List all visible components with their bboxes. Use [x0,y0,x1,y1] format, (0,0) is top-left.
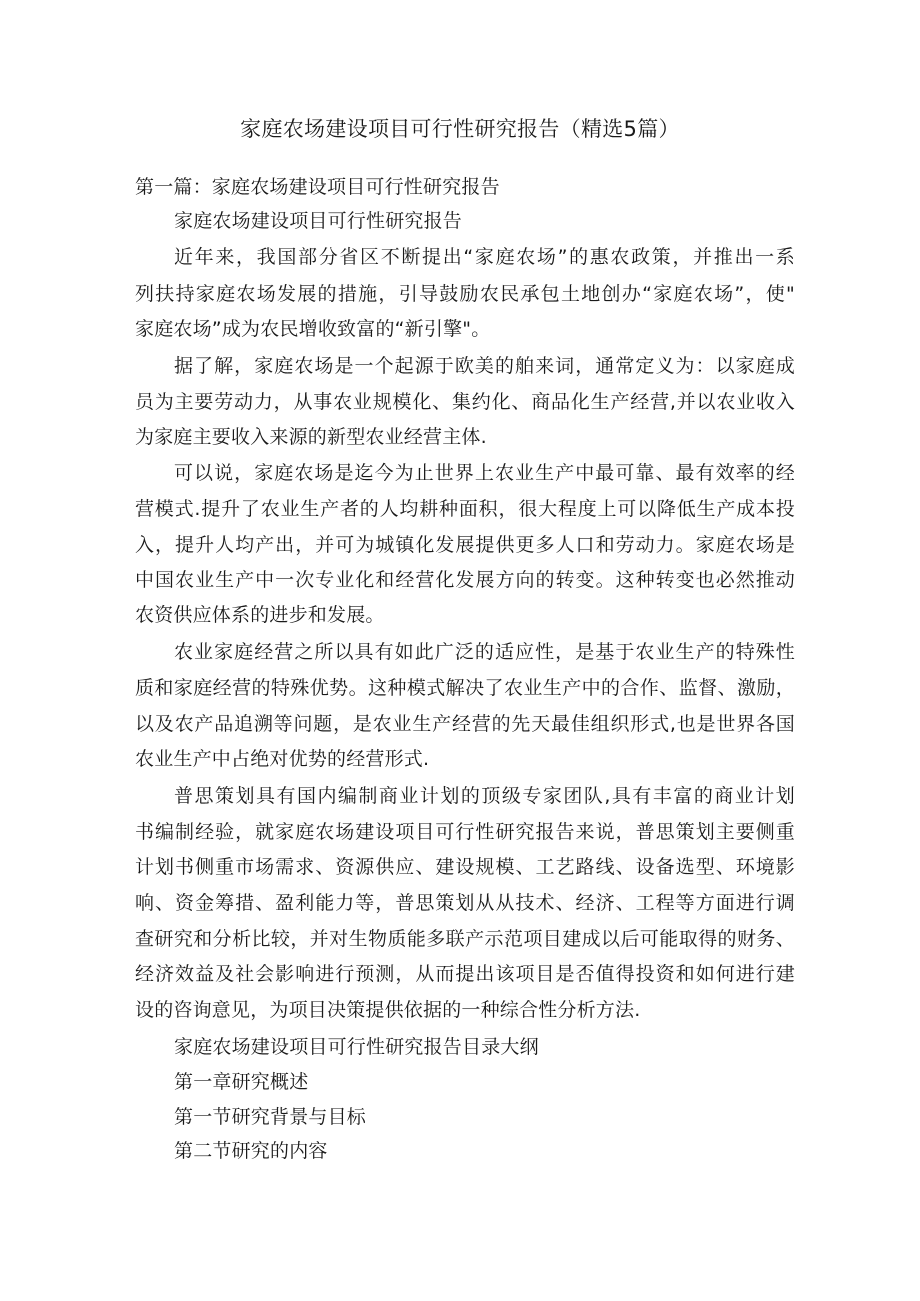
paragraph-line: 设的咨询意见，为项目决策提供依据的一种综合性分析方法. [135,999,641,1021]
paragraph-line: 员为主要劳动力，从事农业规模化、集约化、商品化生产经营,并以农业收入 [135,391,795,413]
paragraph-line: 响、资金筹措、盈利能力等，普思策划从从技术、经济、工程等方面进行调 [135,892,795,914]
paragraph-line: 可以说，家庭农场是迄今为止世界上农业生产中最可靠、最有效率的经 [174,462,795,484]
paragraph-line: 据了解，家庭农场是一个起源于欧美的舶来词，通常定义为：以家庭成 [174,355,795,377]
paragraph-line: 以及农产品追溯等问题，是农业生产经营的先天最佳组织形式,也是世界各国 [135,713,795,735]
outline-item: 第一章研究概述 [174,1071,309,1093]
paragraph-line: 列扶持家庭农场发展的措施，引导鼓励农民承包土地创办“家庭农场”，使" [135,283,795,305]
outline-title: 家庭农场建设项目可行性研究报告目录大纲 [174,1036,539,1058]
paragraph-line: 计划书侧重市场需求、资源供应、建设规模、工艺路线、设备选型、环境影 [135,856,795,878]
document-title: 家庭农场建设项目可行性研究报告（精选5篇） [240,117,680,141]
paragraph-line: 为家庭主要收入来源的新型农业经营主体. [135,426,487,448]
paragraph-line: 经济效益及社会影响进行预测，从而提出该项目是否值得投资和如何进行建 [135,963,795,985]
paragraph-line: 营模式.提升了农业生产者的人均耕种面积，很大程度上可以降低生产成本投 [135,498,795,520]
paragraph-line: 入，提升人均产出，并可为城镇化发展提供更多人口和劳动力。家庭农场是 [135,534,795,556]
paragraph-line: 农业家庭经营之所以具有如此广泛的适应性，是基于农业生产的特殊性 [174,641,795,663]
paragraph-line: 查研究和分析比较，并对生物质能多联产示范项目建成以后可能取得的财务、 [135,928,795,950]
section-heading: 第一篇：家庭农场建设项目可行性研究报告 [135,176,500,198]
paragraph-line: 中国农业生产中一次专业化和经营化发展方向的转变。这种转变也必然推动 [135,569,795,591]
paragraph-line: 质和家庭经营的特殊优势。这种模式解决了农业生产中的合作、监督、激励， [135,677,795,699]
paragraph-line: 普思策划具有国内编制商业计划的顶级专家团队,具有丰富的商业计划 [174,785,795,807]
outline-item: 第一节研究背景与目标 [174,1106,367,1128]
paragraph-line: 书编制经验，就家庭农场建设项目可行性研究报告来说，普思策划主要侧重 [135,821,795,843]
paragraph-line: 农资供应体系的进步和发展。 [135,604,385,626]
paragraph-line: 家庭农场”成为农民增收致富的“新引擎"。 [135,318,491,340]
subtitle: 家庭农场建设项目可行性研究报告 [174,210,463,232]
paragraph-line: 近年来，我国部分省区不断提出“家庭农场”的惠农政策，并推出一系 [174,246,795,268]
outline-item: 第二节研究的内容 [174,1140,328,1162]
paragraph-line: 农业生产中占绝对优势的经营形式. [135,748,430,770]
